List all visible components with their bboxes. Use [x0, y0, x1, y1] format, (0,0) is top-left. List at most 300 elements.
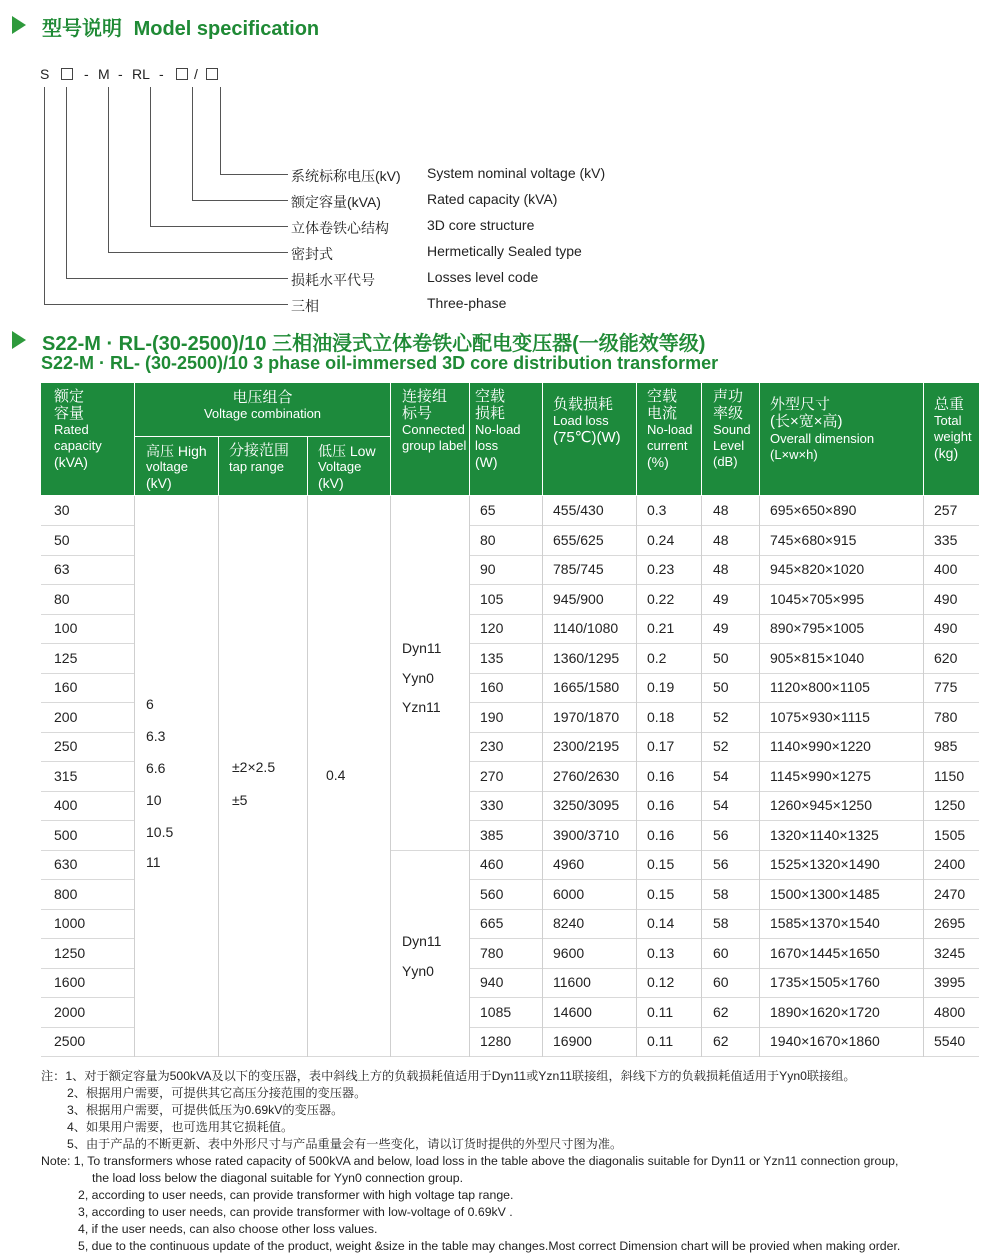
- connector-line: [66, 278, 288, 279]
- header-line: Connected: [402, 422, 465, 437]
- cell-snd: 52: [713, 708, 729, 725]
- cell-snd: 54: [713, 767, 729, 784]
- row-separator: [41, 1027, 134, 1028]
- note-cn: 4、如果用户需要，也可选用其它损耗值。: [67, 1120, 294, 1134]
- row-separator: [469, 850, 979, 851]
- group-label: Yzn11: [402, 699, 441, 715]
- hv-value: 6.6: [146, 760, 166, 776]
- cell-cap: 1600: [54, 974, 86, 990]
- cell-wt: 780: [934, 708, 958, 725]
- header-line: voltage: [146, 459, 188, 474]
- cell-nl: 160: [480, 679, 504, 695]
- row-separator: [41, 938, 134, 939]
- row-separator: [41, 1056, 979, 1057]
- header-line: 总重: [934, 396, 965, 413]
- header-capacity: [54, 388, 102, 470]
- header-sound: [713, 388, 751, 470]
- row-separator: [41, 702, 134, 703]
- connector-line: [66, 87, 67, 279]
- cell-wt: 3245: [934, 944, 966, 961]
- column-separator: [759, 496, 760, 1057]
- cell-snd: 48: [713, 502, 729, 518]
- row-separator: [469, 909, 979, 910]
- cell-ll: 655/625: [553, 531, 604, 548]
- header-line: 负载损耗: [553, 396, 614, 413]
- header-weight: [934, 396, 972, 461]
- header-line: 标号: [402, 405, 433, 422]
- group-a: [402, 634, 441, 723]
- label-en: Hermetically Sealed type: [427, 243, 582, 259]
- cell-ll: 1970/1870: [553, 708, 620, 725]
- cell-wt: 490: [934, 590, 958, 607]
- row-separator: [469, 584, 979, 585]
- hv-value: 6.3: [146, 728, 166, 744]
- row-separator: [469, 702, 979, 703]
- tap-value: ±5: [232, 792, 248, 808]
- cell-dim: 1670×1445×1650: [770, 944, 880, 961]
- cell-wt: 775: [934, 679, 958, 695]
- label-en: Rated capacity (kVA): [427, 191, 558, 207]
- lv-value: 0.4: [326, 767, 346, 783]
- cell-dim: 1075×930×1115: [770, 708, 870, 725]
- code-dash-3: -: [159, 66, 164, 82]
- header-group: [402, 388, 466, 454]
- cell-dim: 1890×1620×1720: [770, 1003, 880, 1020]
- column-separator: [636, 496, 637, 1057]
- cell-wt: 985: [934, 738, 958, 754]
- cell-snd: 56: [713, 826, 729, 843]
- section2-title-en: S22-M · RL- (30-2500)/10 3 phase oil-immersed 3D core distribution transformer: [41, 353, 719, 373]
- header-line: 损耗: [475, 405, 506, 422]
- header-line: weight: [934, 429, 972, 444]
- cell-nl: 230: [480, 738, 504, 754]
- row-separator: [41, 614, 134, 615]
- header-line: 空载: [475, 388, 506, 405]
- cell-wt: 490: [934, 620, 958, 636]
- header-line: capacity: [54, 438, 102, 453]
- row-separator: [469, 525, 979, 526]
- cell-dim: 1735×1505×1760: [770, 974, 880, 990]
- row-separator: [469, 761, 979, 762]
- header-line: 空载: [647, 388, 678, 405]
- cell-snd: 58: [713, 885, 729, 902]
- cell-snd: 62: [713, 1003, 729, 1020]
- label-cn: 额定容量(kVA): [291, 194, 381, 210]
- label-en: 3D core structure: [427, 217, 535, 233]
- cell-nl: 105: [480, 590, 504, 607]
- header-divider: [469, 383, 470, 495]
- header-line: (75℃)(W): [553, 429, 621, 446]
- header-line: 分接范围: [229, 442, 290, 459]
- row-separator: [41, 761, 134, 762]
- header-divider: [923, 383, 924, 495]
- cell-cur: 0.19: [647, 679, 675, 695]
- cell-dim: 695×650×890: [770, 502, 857, 518]
- note-en: Note: 1, To transformers whose rated capacity of 500kVA and below, load loss in the table above the diagonalis suitable for Dyn11 or Yzn11 connection group,: [41, 1154, 899, 1168]
- hv-values: [146, 688, 173, 878]
- code-box-3: [206, 68, 218, 80]
- header-noload-loss: [475, 388, 521, 470]
- section-arrow-icon: [12, 16, 26, 34]
- label-cn: 密封式: [291, 246, 333, 262]
- cell-nl: 1280: [480, 1033, 512, 1049]
- cell-cur: 0.15: [647, 856, 675, 872]
- code-slash: /: [194, 66, 198, 82]
- cell-snd: 48: [713, 531, 729, 548]
- code-box-2: [176, 68, 188, 80]
- cell-cap: 2000: [54, 1003, 86, 1020]
- cell-ll: 9600: [553, 944, 585, 961]
- cell-nl: 1085: [480, 1003, 512, 1020]
- cell-cur: 0.14: [647, 915, 675, 931]
- column-separator: [923, 496, 924, 1057]
- cell-wt: 2695: [934, 915, 966, 931]
- header-line: 容量: [54, 405, 85, 422]
- row-separator: [41, 791, 134, 792]
- connector-line: [108, 252, 288, 253]
- group-label: Yyn0: [402, 962, 434, 979]
- row-separator: [469, 673, 979, 674]
- cell-snd: 54: [713, 797, 729, 813]
- note-cn: 注：1、对于额定容量为500kVA及以下的变压器，表中斜线上方的负载损耗值适用于Dyn11或Yzn11联接组，斜线下方的负载损耗值适用于Yyn0联接组。: [41, 1069, 856, 1083]
- label-en: Three-phase: [427, 295, 507, 311]
- label-cn: 三相: [291, 298, 319, 314]
- cell-cur: 0.3: [647, 502, 667, 518]
- header-line: 低压 Low: [318, 443, 376, 459]
- hv-value: 11: [146, 854, 161, 870]
- header-line: 额定: [54, 388, 85, 405]
- cell-snd: 60: [713, 944, 729, 961]
- row-separator: [469, 555, 979, 556]
- hv-value: 10: [146, 792, 162, 808]
- cell-nl: 120: [480, 620, 504, 636]
- column-separator: [701, 496, 702, 1057]
- cell-cap: 630: [54, 856, 78, 872]
- connector-line: [150, 87, 151, 227]
- cell-dim: 1120×800×1105: [770, 679, 870, 695]
- cell-snd: 50: [713, 649, 729, 666]
- cell-dim: 1140×990×1220: [770, 738, 871, 754]
- group-label: Dyn11: [402, 933, 442, 949]
- cell-snd: 48: [713, 561, 729, 577]
- header-line: 高压 High: [146, 443, 207, 459]
- cell-nl: 940: [480, 974, 504, 990]
- note-en: 3, according to user needs, can provide transformer with low-voltage of 0.69kV .: [78, 1205, 513, 1219]
- cell-cur: 0.16: [647, 826, 675, 843]
- row-separator: [469, 820, 979, 821]
- section1-title-cn: 型号说明: [42, 18, 122, 40]
- column-separator: [542, 496, 543, 1057]
- header-load-loss: [553, 396, 621, 447]
- cell-ll: 455/430: [553, 502, 604, 518]
- cell-snd: 52: [713, 738, 729, 754]
- header-divider: [701, 383, 702, 495]
- row-separator: [469, 614, 979, 615]
- cell-cap: 160: [54, 679, 78, 695]
- connector-line: [220, 174, 288, 175]
- cell-cur: 0.11: [647, 1033, 674, 1049]
- row-separator: [41, 555, 134, 556]
- row-separator: [469, 938, 979, 939]
- label-cn: 系统标称电压(kV): [291, 168, 401, 184]
- connector-line: [44, 304, 288, 305]
- cell-wt: 4800: [934, 1003, 966, 1020]
- row-separator: [469, 968, 979, 969]
- note-cn: 3、根据用户需要，可提供低压为0.69kV的变压器。: [67, 1103, 344, 1117]
- cell-dim: 1940×1670×1860: [770, 1033, 880, 1049]
- cell-nl: 90: [480, 561, 496, 577]
- cell-cur: 0.15: [647, 885, 675, 902]
- cell-ll: 16900: [553, 1033, 592, 1049]
- label-en: Losses level code: [427, 269, 539, 285]
- cell-cap: 200: [54, 708, 78, 725]
- cell-dim: 945×820×1020: [770, 561, 865, 577]
- row-separator: [469, 791, 979, 792]
- header-line: Load loss: [553, 413, 609, 428]
- cell-snd: 60: [713, 974, 729, 990]
- cell-ll: 1360/1295: [553, 649, 620, 666]
- cell-cur: 0.18: [647, 708, 675, 725]
- row-separator: [41, 732, 134, 733]
- cell-cur: 0.16: [647, 797, 675, 813]
- cell-cap: 125: [54, 649, 78, 666]
- cell-cur: 0.22: [647, 590, 675, 607]
- note-en: 5, due to the continuous update of the product, weight &size in the table may changes.Most correct Dimension chart will be provied when making order.: [78, 1239, 901, 1253]
- section2-title-cn: S22-M · RL-(30-2500)/10 三相油浸式立体卷铁心配电变压器(一级能效等级): [42, 333, 706, 355]
- cell-nl: 385: [480, 826, 504, 843]
- row-separator: [469, 1027, 979, 1028]
- cell-dim: 1585×1370×1540: [770, 915, 880, 931]
- header-line: loss: [475, 438, 499, 453]
- cell-ll: 2760/2630: [553, 767, 620, 784]
- connector-line: [220, 87, 221, 175]
- cell-snd: 50: [713, 679, 729, 695]
- cell-wt: 2470: [934, 885, 966, 902]
- cell-nl: 270: [480, 767, 504, 784]
- code-s: S: [40, 66, 50, 82]
- header-line: Overall dimension: [770, 431, 875, 446]
- cell-ll: 785/745: [553, 561, 604, 577]
- column-separator: [469, 496, 470, 1057]
- cell-cur: 0.17: [647, 738, 675, 754]
- tap-value: ±2×2.5: [232, 759, 276, 775]
- cell-cap: 400: [54, 797, 78, 813]
- cell-dim: 1320×1140×1325: [770, 826, 879, 843]
- cell-nl: 330: [480, 797, 504, 813]
- header-line: (L×w×h): [770, 447, 818, 462]
- cell-dim: 1500×1300×1485: [770, 885, 880, 902]
- header-divider: [218, 436, 219, 495]
- header-lv: [318, 443, 376, 491]
- label-en: System nominal voltage (kV): [427, 165, 606, 181]
- group-separator: [391, 850, 469, 851]
- code-dash-2: -: [118, 66, 123, 82]
- cell-nl: 65: [480, 502, 496, 518]
- header-divider: [542, 383, 543, 495]
- cell-nl: 80: [480, 531, 496, 548]
- header-line: No-load: [475, 422, 521, 437]
- header-line: 率级: [713, 405, 744, 422]
- row-separator: [41, 909, 134, 910]
- cell-wt: 3995: [934, 974, 966, 990]
- header-line: (kV): [318, 475, 344, 491]
- cell-cap: 100: [54, 620, 78, 636]
- row-separator: [41, 525, 134, 526]
- cell-wt: 5540: [934, 1033, 966, 1049]
- column-separator: [134, 496, 135, 1057]
- cell-nl: 460: [480, 856, 504, 872]
- header-tap: [229, 443, 289, 475]
- header-line: (kVA): [54, 454, 88, 470]
- header-line: 声功: [713, 388, 744, 405]
- cell-ll: 6000: [553, 885, 585, 902]
- header-divider: [759, 383, 760, 495]
- cell-cur: 0.21: [647, 620, 675, 636]
- cell-dim: 1145×990×1275: [770, 767, 871, 784]
- cell-ll: 4960: [553, 856, 585, 872]
- code-m: M: [98, 66, 110, 82]
- cell-snd: 58: [713, 915, 729, 931]
- header-line: Total: [934, 413, 962, 428]
- connector-line: [44, 87, 45, 305]
- note-cn: 5、由于产品的不断更新、表中外形尺寸与产品重量会有一些变化，请以订货时提供的外型尺寸图为准。: [67, 1137, 623, 1151]
- header-noload-current: [647, 388, 693, 470]
- cell-wt: 1505: [934, 826, 966, 843]
- header-dimension: [770, 396, 874, 463]
- cell-cap: 30: [54, 502, 70, 518]
- cell-snd: 56: [713, 856, 729, 872]
- header-voltage: [134, 389, 391, 422]
- note-cn: 2、根据用户需要，可提供其它高压分接范围的变压器。: [67, 1086, 367, 1100]
- cell-dim: 1525×1320×1490: [770, 856, 880, 872]
- section1-title: [42, 12, 319, 41]
- connector-line: [192, 200, 288, 201]
- row-separator: [41, 673, 134, 674]
- header-line: (W): [475, 454, 498, 470]
- header-divider: [134, 436, 391, 437]
- cell-ll: 11600: [553, 974, 591, 990]
- cell-cap: 800: [54, 885, 78, 902]
- cell-dim: 890×795×1005: [770, 620, 865, 636]
- header-line: (%): [647, 454, 669, 470]
- column-separator: [218, 496, 219, 1057]
- row-separator: [41, 850, 134, 851]
- cell-cap: 2500: [54, 1033, 86, 1049]
- cell-cap: 315: [54, 767, 78, 784]
- cell-ll: 1665/1580: [553, 679, 620, 695]
- cell-cap: 1250: [54, 944, 86, 961]
- row-separator: [41, 879, 134, 880]
- row-separator: [41, 643, 134, 644]
- cell-wt: 257: [934, 502, 958, 518]
- row-separator: [469, 732, 979, 733]
- cell-ll: 945/900: [553, 590, 604, 607]
- label-cn: 损耗水平代号: [291, 272, 375, 288]
- header-line: (长×宽×高): [770, 413, 843, 430]
- cell-nl: 135: [480, 649, 504, 666]
- row-separator: [469, 879, 979, 880]
- header-divider: [636, 383, 637, 495]
- section-arrow-icon: [12, 331, 26, 349]
- header-line: 外型尺寸: [770, 396, 831, 413]
- cell-snd: 62: [713, 1033, 729, 1049]
- header-line: Voltage: [318, 459, 362, 474]
- header-line: Level: [713, 438, 745, 453]
- cell-nl: 560: [480, 885, 504, 902]
- hv-value: 6: [146, 696, 154, 712]
- header-line: (dB): [713, 454, 738, 469]
- note-en: 4, if the user needs, can also choose other loss values.: [78, 1222, 378, 1236]
- cell-cur: 0.2: [647, 649, 667, 666]
- header-line: 电压组合: [232, 389, 293, 406]
- section1-title-en: Model specification: [133, 18, 320, 40]
- row-separator: [41, 820, 134, 821]
- cell-cap: 63: [54, 561, 70, 577]
- cell-wt: 1250: [934, 797, 966, 813]
- cell-wt: 335: [934, 531, 958, 548]
- row-separator: [469, 997, 979, 998]
- cell-cap: 80: [54, 590, 70, 607]
- cell-wt: 1150: [934, 767, 965, 784]
- label-cn: 立体卷铁心结构: [291, 220, 389, 236]
- cell-ll: 2300/2195: [553, 738, 620, 754]
- cell-cur: 0.23: [647, 561, 675, 577]
- group-b: [402, 927, 441, 986]
- header-line: current: [647, 438, 688, 453]
- code-rl: RL: [132, 66, 150, 82]
- header-line: Sound: [713, 422, 751, 437]
- cell-snd: 49: [713, 620, 729, 636]
- header-hv: [146, 443, 207, 491]
- cell-cap: 250: [54, 738, 78, 754]
- cell-ll: 8240: [553, 915, 585, 931]
- row-separator: [41, 584, 134, 585]
- cell-nl: 665: [480, 915, 504, 931]
- tap-values: [232, 751, 275, 817]
- cell-cur: 0.13: [647, 944, 675, 961]
- connector-line: [150, 226, 288, 227]
- row-separator: [41, 968, 134, 969]
- cell-ll: 3250/3095: [553, 797, 620, 813]
- column-separator: [307, 496, 308, 1057]
- header-line: (kV): [146, 475, 172, 491]
- cell-nl: 780: [480, 944, 504, 961]
- group-label: Yyn0: [402, 669, 434, 686]
- cell-cur: 0.24: [647, 531, 675, 548]
- note-en: the load loss below the diagonal suitable for Yyn0 connection group.: [92, 1171, 463, 1185]
- group-label: Dyn11: [402, 640, 442, 656]
- cell-wt: 400: [934, 561, 958, 577]
- cell-dim: 1045×705×995: [770, 590, 865, 607]
- row-separator: [469, 643, 979, 644]
- cell-snd: 49: [713, 590, 729, 607]
- cell-dim: 905×815×1040: [770, 649, 865, 666]
- code-dash-1: -: [84, 66, 89, 82]
- cell-wt: 620: [934, 649, 958, 666]
- connector-line: [192, 87, 193, 201]
- cell-cap: 50: [54, 531, 70, 548]
- cell-ll: 14600: [553, 1003, 592, 1020]
- header-line: No-load: [647, 422, 693, 437]
- column-separator: [390, 496, 391, 1057]
- cell-wt: 2400: [934, 856, 966, 872]
- cell-cur: 0.11: [647, 1003, 674, 1020]
- header-line: 电流: [647, 405, 678, 422]
- code-box-1: [61, 68, 73, 80]
- row-separator: [41, 997, 134, 998]
- cell-cap: 500: [54, 826, 78, 843]
- connector-line: [108, 87, 109, 253]
